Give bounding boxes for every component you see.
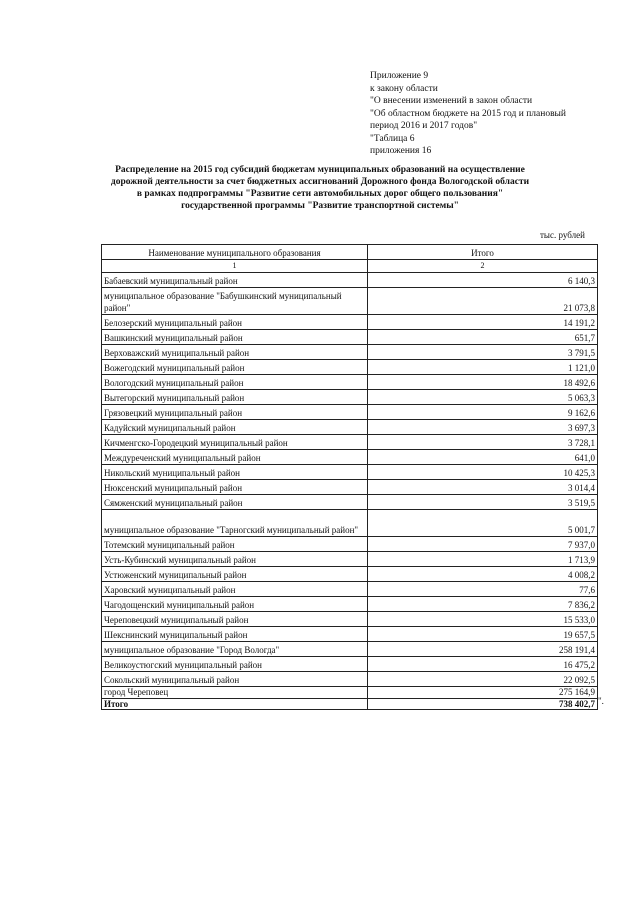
subsidy-amount: 651,7 (368, 330, 598, 345)
index-col-2: 2 (368, 260, 598, 273)
annex-line: период 2016 и 2017 годов" (370, 121, 478, 131)
municipality-name: город Череповец (102, 687, 368, 699)
header-name: Наименование муниципального образования (102, 245, 368, 260)
table-row (102, 465, 598, 480)
annex-line: "Таблица 6 (370, 133, 415, 144)
subsidy-amount: 77,6 (368, 582, 598, 597)
table-index-row (102, 260, 598, 273)
subsidy-amount: 18 492,6 (368, 375, 598, 390)
annex-line: "О внесении изменений в закон области (370, 96, 533, 106)
table-row (102, 390, 598, 405)
total-label: Итого (102, 699, 368, 710)
subsidy-amount: 15 533,0 (368, 612, 598, 627)
municipality-name: Междуреченский муниципальный район (102, 450, 368, 465)
table-total-row (102, 699, 598, 710)
table-row (102, 315, 598, 330)
subsidy-amount: 3 519,5 (368, 495, 598, 510)
municipality-name: Нюксенский муниципальный район (102, 480, 368, 495)
subsidy-amount: 14 191,2 (368, 315, 598, 330)
municipality-name: Кичменгско-Городецкий муниципальный район (102, 435, 368, 450)
municipality-name: муниципальное образование "Город Вологда" (102, 642, 368, 657)
municipality-name: Шекснинский муниципальный район (102, 627, 368, 642)
table-row (102, 672, 598, 687)
municipality-name: Чагодощенский муниципальный район (102, 597, 368, 612)
municipality-name: муниципальное образование "Бабушкинский муниципальный район" (102, 288, 368, 315)
annex-line: к закону области (370, 83, 438, 94)
municipality-name: Сокольский муниципальный район (102, 672, 368, 687)
municipality-name: Вашкинский муниципальный район (102, 330, 368, 345)
municipality-name: Сямженский муниципальный район (102, 495, 368, 510)
table-row (102, 450, 598, 465)
subsidy-amount: 1 121,0 (368, 360, 598, 375)
subsidy-amount: 4 008,2 (368, 567, 598, 582)
subsidy-amount: 258 191,4 (368, 642, 598, 657)
table-row (102, 552, 598, 567)
subsidy-amount: 6 140,3 (368, 273, 598, 288)
municipality-name: Никольский муниципальный район (102, 465, 368, 480)
subsidy-amount: 19 657,5 (368, 627, 598, 642)
table-row (102, 537, 598, 552)
table-row (102, 435, 598, 450)
table-row (102, 330, 598, 345)
municipality-name: Кадуйский муниципальный район (102, 420, 368, 435)
table-row (102, 582, 598, 597)
table-header-row (102, 245, 598, 260)
municipality-name: Вожегодский муниципальный район (102, 360, 368, 375)
table-row (102, 345, 598, 360)
total-amount: 738 402,7 (368, 699, 598, 710)
table-row (102, 597, 598, 612)
table-row (102, 642, 598, 657)
subsidy-amount: 5 063,3 (368, 390, 598, 405)
table-row (102, 405, 598, 420)
annex-reference (370, 70, 620, 158)
table-row (102, 687, 598, 699)
municipality-name: Тотемский муниципальный район (102, 537, 368, 552)
table-row (102, 273, 598, 288)
table-row (102, 612, 598, 627)
municipality-name: Вытегорский муниципальный район (102, 390, 368, 405)
municipality-name: Устюженский муниципальный район (102, 567, 368, 582)
subsidy-amount: 10 425,3 (368, 465, 598, 480)
municipality-name: Череповецкий муниципальный район (102, 612, 368, 627)
municipality-name: Верховажский муниципальный район (102, 345, 368, 360)
table-row (102, 420, 598, 435)
closing-quote: ". (598, 696, 604, 706)
subsidy-amount: 3 791,5 (368, 345, 598, 360)
subsidy-amount: 5 001,7 (368, 510, 598, 537)
table-row (102, 627, 598, 642)
units-label: тыс. рублей (540, 230, 585, 240)
header-total: Итого (368, 245, 598, 260)
subsidy-amount: 1 713,9 (368, 552, 598, 567)
annex-line: Приложение 9 (370, 71, 429, 81)
subsidy-amount: 16 475,2 (368, 657, 598, 672)
table-row (102, 510, 598, 537)
table-row (102, 480, 598, 495)
table-row (102, 360, 598, 375)
subsidy-amount: 22 092,5 (368, 672, 598, 687)
index-col-1: 1 (102, 260, 368, 273)
subsidy-amount: 3 014,4 (368, 480, 598, 495)
municipality-name: Бабаевский муниципальный район (102, 273, 368, 288)
subsidy-table (101, 244, 598, 710)
table-row (102, 567, 598, 582)
subsidy-amount: 275 164,9 (368, 687, 598, 699)
annex-line: приложения 16 (370, 146, 432, 156)
municipality-name: Великоустюгский муниципальный район (102, 657, 368, 672)
municipality-name: Белозерский муниципальный район (102, 315, 368, 330)
subsidy-amount: 3 728,1 (368, 435, 598, 450)
subsidy-amount: 21 073,8 (368, 288, 598, 315)
subsidy-amount: 3 697,3 (368, 420, 598, 435)
municipality-name: Усть-Кубинский муниципальный район (102, 552, 368, 567)
table-row (102, 288, 598, 315)
subsidy-amount: 641,0 (368, 450, 598, 465)
subsidy-amount: 7 937,0 (368, 537, 598, 552)
municipality-name: Вологодский муниципальный район (102, 375, 368, 390)
table-row (102, 495, 598, 510)
municipality-name: Грязовецкий муниципальный район (102, 405, 368, 420)
municipality-name: Харовский муниципальный район (102, 582, 368, 597)
table-row (102, 657, 598, 672)
annex-line: "Об областном бюджете на 2015 год и плановый (370, 108, 567, 119)
municipality-name: муниципальное образование "Тарногский муниципальный район" (102, 510, 368, 537)
subsidy-amount: 7 836,2 (368, 597, 598, 612)
subsidy-amount: 9 162,6 (368, 405, 598, 420)
table-row (102, 375, 598, 390)
document-title: Распределение на 2015 год субсидий бюджетам муниципальных образований на осуществление дорожной деятельности за счет бюджетных ассигнований Дорожного фонда Вологодской области в рамках подпрограммы "Развитие сети автомобильных дорог общего пользования" государственной программы "Развитие транспортной системы" (110, 165, 530, 211)
